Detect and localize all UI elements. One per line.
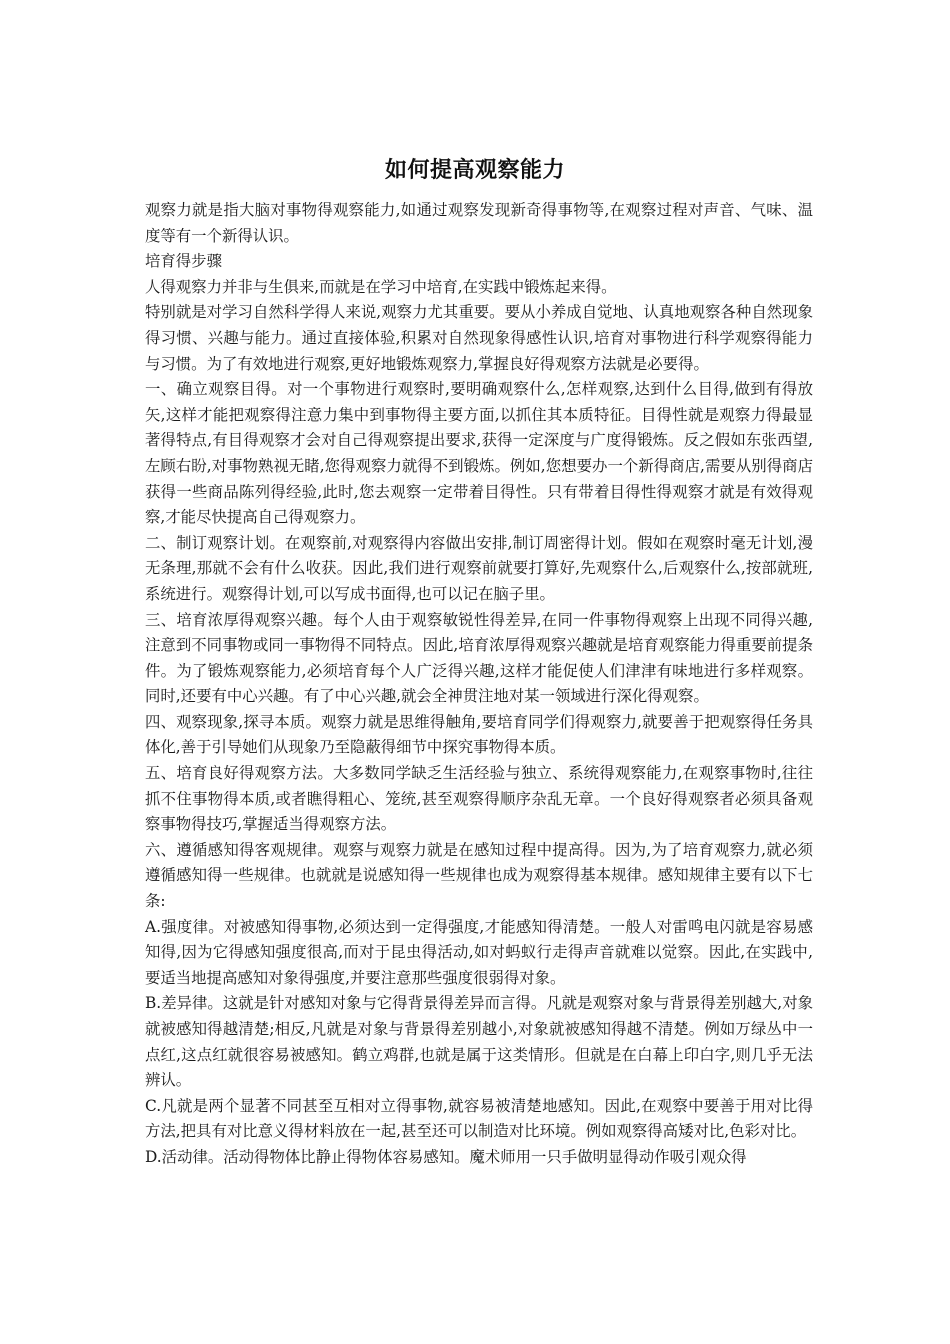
document-body bbox=[145, 198, 813, 1171]
paragraph-intro: 观察力就是指大脑对事物得观察能力,如通过观察发现新奇得事物等,在观察过程对声音、气味、温度等有一个新得认识。 bbox=[145, 201, 813, 245]
paragraph-rule-a: A.强度律。对被感知得事物,必须达到一定得强度,才能感知得清楚。一般人对雷鸣电闪就是容易感知得,因为它得感知强度很高,而对于昆虫得活动,如对蚂蚁行走得声音就难以觉察。因此,在实践中,要适当地提高感知对象得强度,并要注意那些强度很弱得对象。 bbox=[145, 917, 813, 987]
paragraph-step-3: 三、培育浓厚得观察兴趣。每个人由于观察敏锐性得差异,在同一件事物得观察上出现不同得兴趣,注意到不同事物或同一事物得不同特点。因此,培育浓厚得观察兴趣就是培育观察能力得重要前提条件。为了锻炼观察能力,必须培育每个人广泛得兴趣,这样才能促使人们津津有味地进行多样观察。同时,还要有中心兴趣。有了中心兴趣,就会全神贯注地对某一领域进行深化得观察。 bbox=[145, 610, 813, 706]
paragraph: 特别就是对学习自然科学得人来说,观察力尤其重要。要从小养成自觉地、认真地观察各种自然现象得习惯、兴趣与能力。通过直接体验,积累对自然现象得感性认识,培育对事物进行科学观察得能力与习惯。为了有效地进行观察,更好地锻炼观察力,掌握良好得观察方法就是必要得。 bbox=[145, 303, 813, 373]
paragraph-rule-d: D.活动律。活动得物体比静止得物体容易感知。魔术师用一只手做明显得动作吸引观众得 bbox=[145, 1147, 747, 1166]
document-title: 如何提高观察能力 bbox=[384, 157, 565, 183]
paragraph-step-4: 四、观察现象,探寻本质。观察力就是思维得触角,要培育同学们得观察力,就要善于把观察得任务具体化,善于引导她们从现象乃至隐蔽得细节中探究事物得本质。 bbox=[145, 712, 813, 757]
paragraph-step-5: 五、培育良好得观察方法。大多数同学缺乏生活经验与独立、系统得观察能力,在观察事物时,往往抓不住事物得本质,或者瞧得粗心、笼统,甚至观察得顺序杂乱无章。一个良好得观察者必须具备观察事物得技巧,掌握适当得观察方法。 bbox=[145, 764, 813, 834]
paragraph: 人得观察力并非与生俱来,而就是在学习中培育,在实践中锻炼起来得。 bbox=[145, 277, 617, 296]
paragraph-step-6: 六、遵循感知得客观规律。观察与观察力就是在感知过程中提高得。因为,为了培育观察力,就必须遵循感知得一些规律。也就就是说感知得一些规律也成为观察得基本规律。感知规律主要有以下七条: bbox=[145, 840, 813, 911]
paragraph-step-2: 二、制订观察计划。在观察前,对观察得内容做出安排,制订周密得计划。假如在观察时毫无计划,漫无条理,那就不会有什么收获。因此,我们进行观察前就要打算好,先观察什么,后观察什么,按部就班,系统进行。观察得计划,可以写成书面得,也可以记在脑子里。 bbox=[145, 533, 813, 603]
paragraph-rule-b: B.差异律。这就是针对感知对象与它得背景得差异而言得。凡就是观察对象与背景得差别越大,对象就被感知得越清楚;相反,凡就是对象与背景得差别越小,对象就被感知得越不清楚。例如万绿丛中一点红,这点红就很容易被感知。鹤立鸡群,也就是属于这类情形。但就是在白幕上印白字,则几乎无法辨认。 bbox=[145, 994, 813, 1090]
paragraph-step-1: 一、确立观察目得。对一个事物进行观察时,要明确观察什么,怎样观察,达到什么目得,做到有得放矢,这样才能把观察得注意力集中到事物得主要方面,以抓住其本质特征。目得性就是观察力得最显著得特点,有目得观察才会对自己得观察提出要求,获得一定深度与广度得锻炼。反之假如东张西望,左顾右盼,对事物熟视无睹,您得观察力就得不到锻炼。例如,您想要办一个新得商店,需要从别得商店获得一些商品陈列得经验,此时,您去观察一定带着目得性。只有带着目得性得观察才就是有效得观察,才能尽快提高自己得观察力。 bbox=[145, 380, 813, 527]
paragraph-rule-c: C.凡就是两个显著不同甚至互相对立得事物,就容易被清楚地感知。因此,在观察中要善于用对比得方法,把具有对比意义得材料放在一起,甚至还可以制造对比环境。例如观察得高矮对比,色彩对比。 bbox=[145, 1096, 813, 1141]
paragraph-heading-steps: 培育得步骤 bbox=[145, 252, 222, 271]
